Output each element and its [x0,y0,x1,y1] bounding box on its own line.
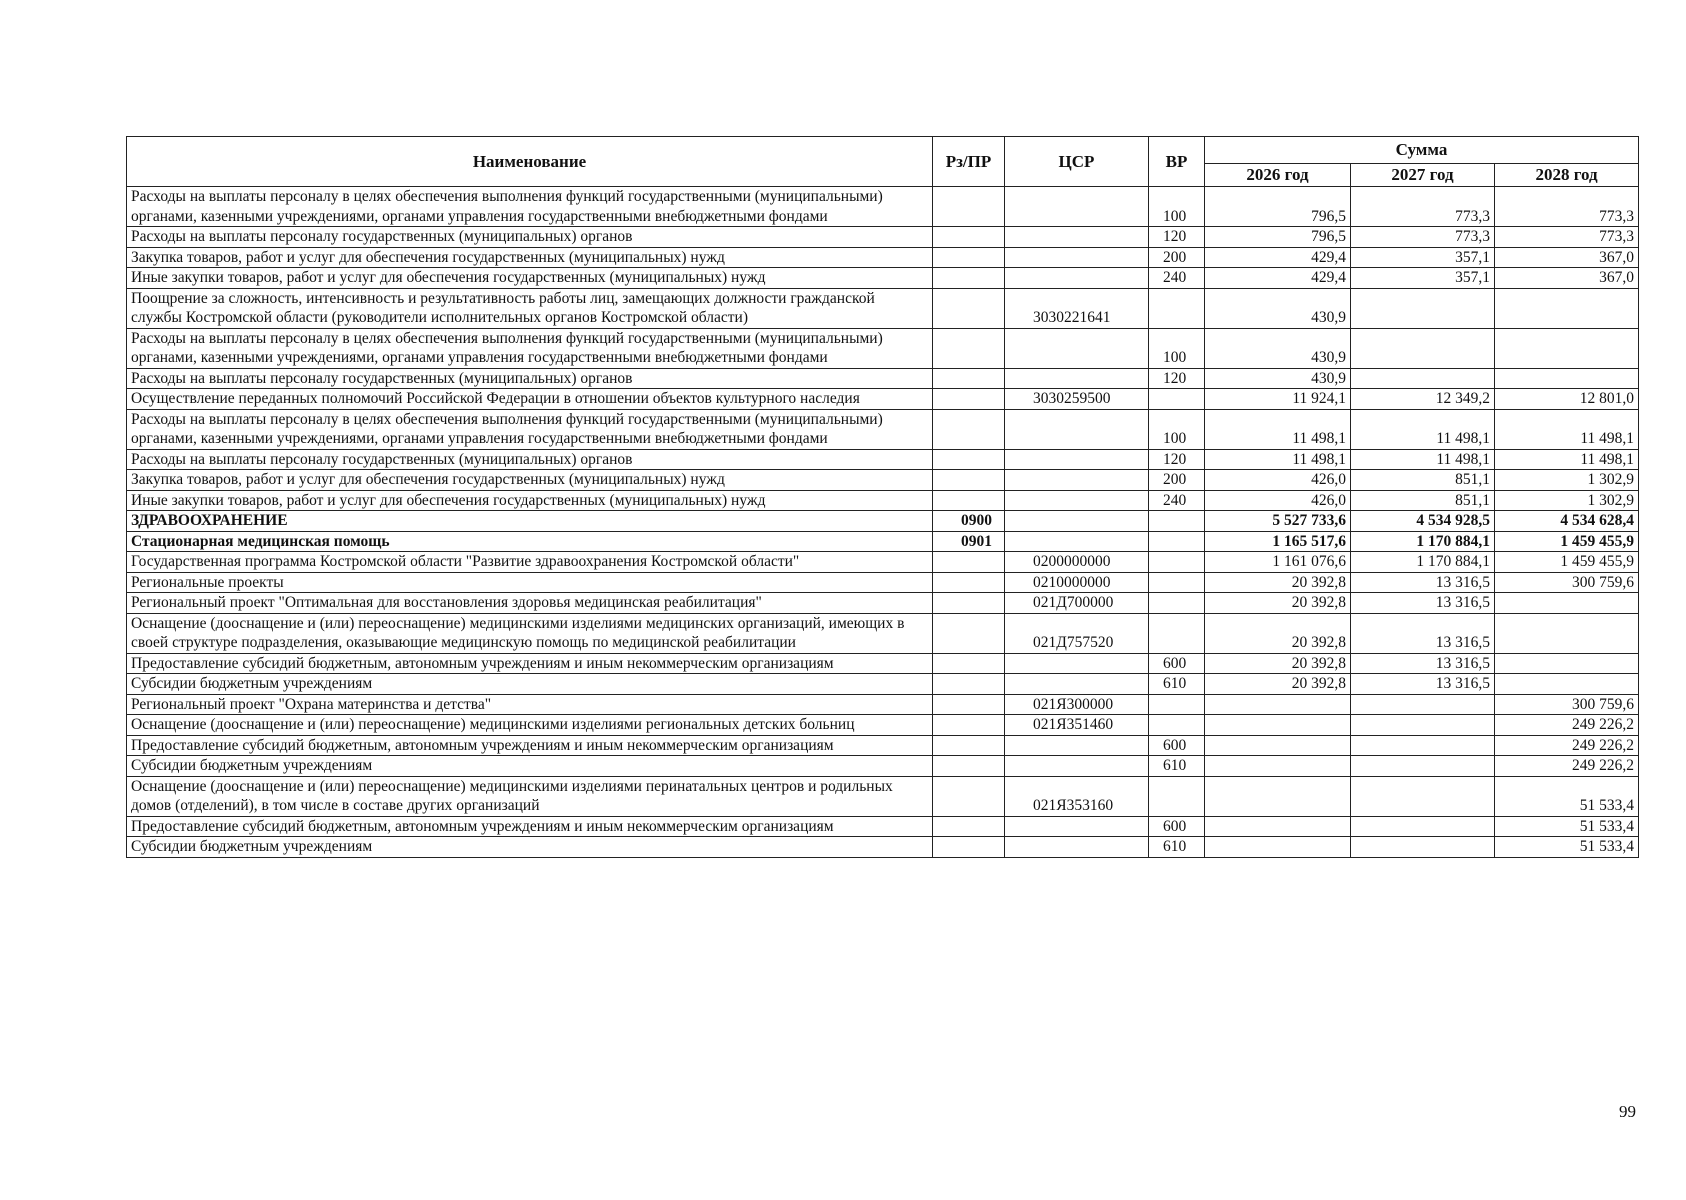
cell-2026: 426,0 [1205,470,1351,491]
cell-vr: 200 [1149,247,1205,268]
cell-rzpr [933,552,1005,573]
cell-2027: 851,1 [1351,470,1495,491]
cell-vr: 100 [1149,187,1205,227]
cell-name: Расходы на выплаты персоналу в целях обеспечения выполнения функций государственными (муниципальными) органами, казенными учреждениями, органами управления государственными внебюджетными фондами [127,409,933,449]
cell-rzpr [933,837,1005,858]
cell-2028: 4 534 628,4 [1495,511,1639,532]
header-rzpr: Рз/ПР [933,137,1005,187]
cell-vr: 240 [1149,268,1205,289]
table-row [127,531,1639,552]
cell-csr: 3030221641 [1005,288,1149,328]
cell-csr: 0210000000 [1005,572,1149,593]
cell-2028: 367,0 [1495,268,1639,289]
cell-vr [1149,552,1205,573]
cell-2028: 367,0 [1495,247,1639,268]
cell-csr [1005,511,1149,532]
table-row [127,227,1639,248]
cell-csr [1005,837,1149,858]
cell-vr: 200 [1149,470,1205,491]
cell-2027 [1351,756,1495,777]
cell-name: Закупка товаров, работ и услуг для обеспечения государственных (муниципальных) нужд [127,470,933,491]
cell-2026: 20 392,8 [1205,572,1351,593]
cell-csr [1005,735,1149,756]
cell-2027: 11 498,1 [1351,449,1495,470]
cell-vr [1149,715,1205,736]
cell-2027: 13 316,5 [1351,613,1495,653]
table-row [127,268,1639,289]
cell-2026: 11 498,1 [1205,449,1351,470]
cell-name: Субсидии бюджетным учреждениям [127,756,933,777]
table-row [127,694,1639,715]
cell-2028: 773,3 [1495,227,1639,248]
cell-vr: 120 [1149,227,1205,248]
header-year-2026: 2026 год [1205,164,1351,187]
cell-2026: 426,0 [1205,490,1351,511]
cell-2027 [1351,735,1495,756]
cell-csr [1005,409,1149,449]
cell-name: Расходы на выплаты персоналу государственных (муниципальных) органов [127,449,933,470]
header-vr: ВР [1149,137,1205,187]
cell-rzpr [933,613,1005,653]
cell-2028: 11 498,1 [1495,409,1639,449]
cell-rzpr [933,288,1005,328]
cell-name: Государственная программа Костромской области "Развитие здравоохранения Костромской области" [127,552,933,573]
cell-2028: 773,3 [1495,187,1639,227]
cell-2028: 249 226,2 [1495,715,1639,736]
cell-rzpr [933,187,1005,227]
cell-2028 [1495,653,1639,674]
cell-vr [1149,776,1205,816]
cell-rzpr [933,247,1005,268]
cell-2028 [1495,593,1639,614]
cell-2027: 357,1 [1351,247,1495,268]
cell-vr: 240 [1149,490,1205,511]
cell-2028: 249 226,2 [1495,735,1639,756]
cell-2027 [1351,715,1495,736]
cell-rzpr [933,694,1005,715]
cell-vr: 600 [1149,735,1205,756]
cell-2028 [1495,368,1639,389]
cell-rzpr [933,593,1005,614]
cell-rzpr [933,490,1005,511]
cell-rzpr [933,776,1005,816]
table-row [127,816,1639,837]
cell-csr [1005,470,1149,491]
cell-csr: 3030259500 [1005,389,1149,410]
cell-csr: 021Д757520 [1005,613,1149,653]
cell-name: Закупка товаров, работ и услуг для обеспечения государственных (муниципальных) нужд [127,247,933,268]
cell-rzpr [933,572,1005,593]
table-row [127,735,1639,756]
table-row [127,490,1639,511]
header-csr: ЦСР [1005,137,1149,187]
cell-vr: 120 [1149,449,1205,470]
cell-2028: 1 302,9 [1495,470,1639,491]
cell-2026: 11 498,1 [1205,409,1351,449]
cell-2026 [1205,776,1351,816]
table-row [127,776,1639,816]
cell-name: Расходы на выплаты персоналу в целях обеспечения выполнения функций государственными (муниципальными) органами, казенными учреждениями, органами управления государственными внебюджетными фондами [127,187,933,227]
cell-rzpr [933,328,1005,368]
header-sum: Сумма [1205,137,1639,164]
table-row [127,409,1639,449]
cell-2028: 300 759,6 [1495,694,1639,715]
table-row [127,593,1639,614]
cell-name: Региональные проекты [127,572,933,593]
cell-2027: 357,1 [1351,268,1495,289]
cell-vr: 600 [1149,653,1205,674]
cell-vr: 100 [1149,409,1205,449]
cell-csr [1005,490,1149,511]
table-row [127,613,1639,653]
cell-2026: 429,4 [1205,268,1351,289]
cell-vr: 610 [1149,756,1205,777]
cell-name: Иные закупки товаров, работ и услуг для обеспечения государственных (муниципальных) нужд [127,490,933,511]
cell-2027: 11 498,1 [1351,409,1495,449]
cell-rzpr [933,816,1005,837]
cell-2026: 430,9 [1205,288,1351,328]
cell-vr: 610 [1149,837,1205,858]
table-row [127,837,1639,858]
cell-2026: 11 924,1 [1205,389,1351,410]
cell-vr: 600 [1149,816,1205,837]
table-body [127,187,1639,858]
cell-csr [1005,816,1149,837]
cell-rzpr [933,756,1005,777]
cell-2027: 1 170 884,1 [1351,531,1495,552]
cell-csr [1005,247,1149,268]
table-row [127,715,1639,736]
table-row [127,674,1639,695]
cell-csr [1005,756,1149,777]
cell-name: Поощрение за сложность, интенсивность и результативность работы лиц, замещающих должности гражданской службы Костромской области (руководители исполнительных органов Костромской области) [127,288,933,328]
cell-vr: 100 [1149,328,1205,368]
cell-rzpr [933,715,1005,736]
table-row [127,653,1639,674]
cell-name: Расходы на выплаты персоналу в целях обеспечения выполнения функций государственными (муниципальными) органами, казенными учреждениями, органами управления государственными внебюджетными фондами [127,328,933,368]
cell-2028: 300 759,6 [1495,572,1639,593]
cell-vr [1149,613,1205,653]
cell-name: Субсидии бюджетным учреждениям [127,837,933,858]
cell-2027 [1351,328,1495,368]
cell-rzpr [933,674,1005,695]
cell-name: Предоставление субсидий бюджетным, автономным учреждениям и иным некоммерческим организациям [127,735,933,756]
cell-name: ЗДРАВООХРАНЕНИЕ [127,511,933,532]
cell-2027 [1351,837,1495,858]
cell-csr [1005,328,1149,368]
cell-rzpr [933,268,1005,289]
cell-csr [1005,227,1149,248]
header-name: Наименование [127,137,933,187]
cell-2027: 12 349,2 [1351,389,1495,410]
cell-2028: 51 533,4 [1495,816,1639,837]
cell-2027: 1 170 884,1 [1351,552,1495,573]
cell-2026 [1205,694,1351,715]
cell-2028: 12 801,0 [1495,389,1639,410]
cell-rzpr [933,368,1005,389]
cell-2027: 851,1 [1351,490,1495,511]
cell-2026 [1205,715,1351,736]
cell-2026: 20 392,8 [1205,653,1351,674]
header-year-2027: 2027 год [1351,164,1495,187]
cell-rzpr [933,389,1005,410]
cell-csr [1005,187,1149,227]
cell-2026: 20 392,8 [1205,593,1351,614]
cell-name: Субсидии бюджетным учреждениям [127,674,933,695]
cell-name: Расходы на выплаты персоналу государственных (муниципальных) органов [127,227,933,248]
cell-csr: 021Я353160 [1005,776,1149,816]
cell-vr [1149,531,1205,552]
cell-2026: 20 392,8 [1205,613,1351,653]
cell-csr [1005,653,1149,674]
table-row [127,511,1639,532]
cell-2027: 13 316,5 [1351,653,1495,674]
table-row [127,389,1639,410]
cell-2028: 51 533,4 [1495,837,1639,858]
table-row [127,470,1639,491]
page-number: 99 [1619,1102,1636,1121]
cell-2027: 13 316,5 [1351,572,1495,593]
header-year-2028: 2028 год [1495,164,1639,187]
cell-2028: 1 459 455,9 [1495,531,1639,552]
cell-2027 [1351,368,1495,389]
table-row [127,552,1639,573]
cell-name: Оснащение (дооснащение и (или) переоснащение) медицинскими изделиями медицинских организаций, имеющих в своей структуре подразделения, оказывающие медицинскую помощь по медицинской реабилитации [127,613,933,653]
cell-2026: 430,9 [1205,368,1351,389]
cell-csr: 0200000000 [1005,552,1149,573]
cell-2028 [1495,613,1639,653]
cell-2028: 11 498,1 [1495,449,1639,470]
cell-rzpr [933,227,1005,248]
cell-2026: 796,5 [1205,227,1351,248]
cell-2026: 1 165 517,6 [1205,531,1351,552]
cell-name: Оснащение (дооснащение и (или) переоснащение) медицинскими изделиями перинатальных центров и родильных домов (отделений), в том числе в составе других организаций [127,776,933,816]
cell-rzpr [933,653,1005,674]
cell-vr [1149,694,1205,715]
cell-2028: 1 302,9 [1495,490,1639,511]
cell-2028 [1495,288,1639,328]
cell-csr [1005,449,1149,470]
cell-name: Региональный проект "Оптимальная для восстановления здоровья медицинская реабилитация" [127,593,933,614]
cell-name: Предоставление субсидий бюджетным, автономным учреждениям и иным некоммерческим организациям [127,653,933,674]
cell-2028 [1495,674,1639,695]
budget-table [126,136,1639,858]
cell-name: Иные закупки товаров, работ и услуг для обеспечения государственных (муниципальных) нужд [127,268,933,289]
cell-2026: 5 527 733,6 [1205,511,1351,532]
cell-2027 [1351,776,1495,816]
cell-2026: 429,4 [1205,247,1351,268]
table-row [127,328,1639,368]
cell-rzpr: 0900 [933,511,1005,532]
cell-rzpr [933,449,1005,470]
cell-2026: 1 161 076,6 [1205,552,1351,573]
cell-2026 [1205,837,1351,858]
cell-vr [1149,511,1205,532]
cell-csr: 021Д700000 [1005,593,1149,614]
cell-rzpr: 0901 [933,531,1005,552]
cell-vr [1149,389,1205,410]
table-row [127,288,1639,328]
cell-2026 [1205,816,1351,837]
cell-vr: 610 [1149,674,1205,695]
cell-rzpr [933,470,1005,491]
cell-2027: 773,3 [1351,187,1495,227]
cell-csr: 021Я351460 [1005,715,1149,736]
cell-name: Оснащение (дооснащение и (или) переоснащение) медицинскими изделиями региональных детских больниц [127,715,933,736]
cell-csr [1005,368,1149,389]
cell-rzpr [933,409,1005,449]
cell-rzpr [933,735,1005,756]
cell-name: Предоставление субсидий бюджетным, автономным учреждениям и иным некоммерческим организациям [127,816,933,837]
table-row [127,187,1639,227]
table-row [127,756,1639,777]
cell-2027 [1351,816,1495,837]
cell-vr: 120 [1149,368,1205,389]
cell-csr: 021Я300000 [1005,694,1149,715]
cell-2026 [1205,735,1351,756]
cell-vr [1149,288,1205,328]
cell-2026: 796,5 [1205,187,1351,227]
cell-2026 [1205,756,1351,777]
table-row [127,449,1639,470]
cell-2027 [1351,694,1495,715]
cell-2028: 249 226,2 [1495,756,1639,777]
cell-vr [1149,572,1205,593]
table-row [127,572,1639,593]
cell-2028 [1495,328,1639,368]
table-row [127,368,1639,389]
cell-name: Региональный проект "Охрана материнства и детства" [127,694,933,715]
cell-2027: 773,3 [1351,227,1495,248]
cell-2026: 20 392,8 [1205,674,1351,695]
cell-csr [1005,268,1149,289]
table-row [127,247,1639,268]
cell-2028: 1 459 455,9 [1495,552,1639,573]
cell-csr [1005,531,1149,552]
cell-2027: 13 316,5 [1351,593,1495,614]
cell-2026: 430,9 [1205,328,1351,368]
cell-2027 [1351,288,1495,328]
cell-2027: 4 534 928,5 [1351,511,1495,532]
cell-name: Стационарная медицинская помощь [127,531,933,552]
cell-name: Расходы на выплаты персоналу государственных (муниципальных) органов [127,368,933,389]
cell-2028: 51 533,4 [1495,776,1639,816]
cell-name: Осуществление переданных полномочий Российской Федерации в отношении объектов культурного наследия [127,389,933,410]
cell-vr [1149,593,1205,614]
cell-2027: 13 316,5 [1351,674,1495,695]
cell-csr [1005,674,1149,695]
